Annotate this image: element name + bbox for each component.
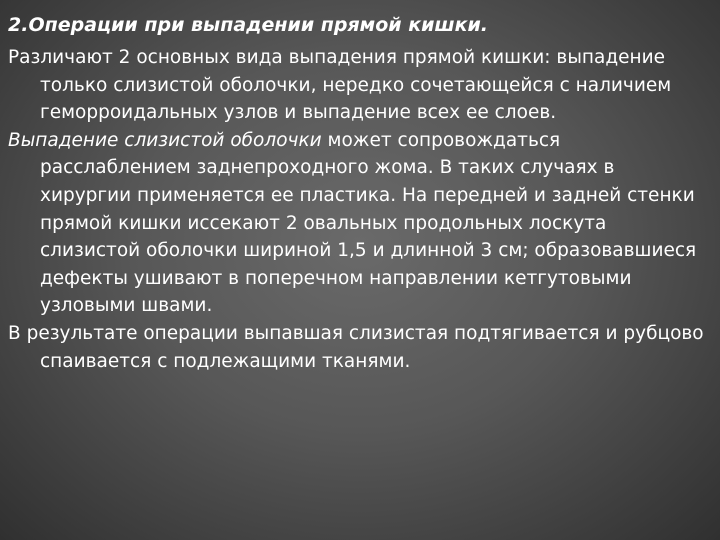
slide-body (8, 44, 708, 375)
slide-title: 2.Операции при выпадении прямой кишки. (8, 14, 489, 36)
paragraph-text: Различают 2 основных вида выпадения прямой кишки: выпадение только слизистой оболочки, нередко сочетающейся с наличием геморроидальных узлов и выпадение всех ее слоев. (8, 47, 672, 124)
paragraph-prolapse-types (8, 44, 708, 127)
paragraph-mucosa-prolapse (8, 127, 708, 320)
paragraph-text: может сопровождаться расслаблением заднепроходного жома. В таких случаях в хирургии применяется ее пластика. На передней и задней стенки прямой кишки иссекают 2 овальных продольных лоскута слизистой оболочки шириной 1,5 и длинной 3 см; образовавшиеся дефекты ушивают в поперечном направлении кетгутовыми узловыми швами. (40, 129, 697, 317)
paragraph-italic-lead: Выпадение слизистой оболочки (8, 129, 322, 151)
paragraph-operation-result (8, 320, 708, 375)
paragraph-text: В результате операции выпавшая слизистая подтягивается и рубцово спаивается с подлежащими тканями. (8, 322, 704, 372)
